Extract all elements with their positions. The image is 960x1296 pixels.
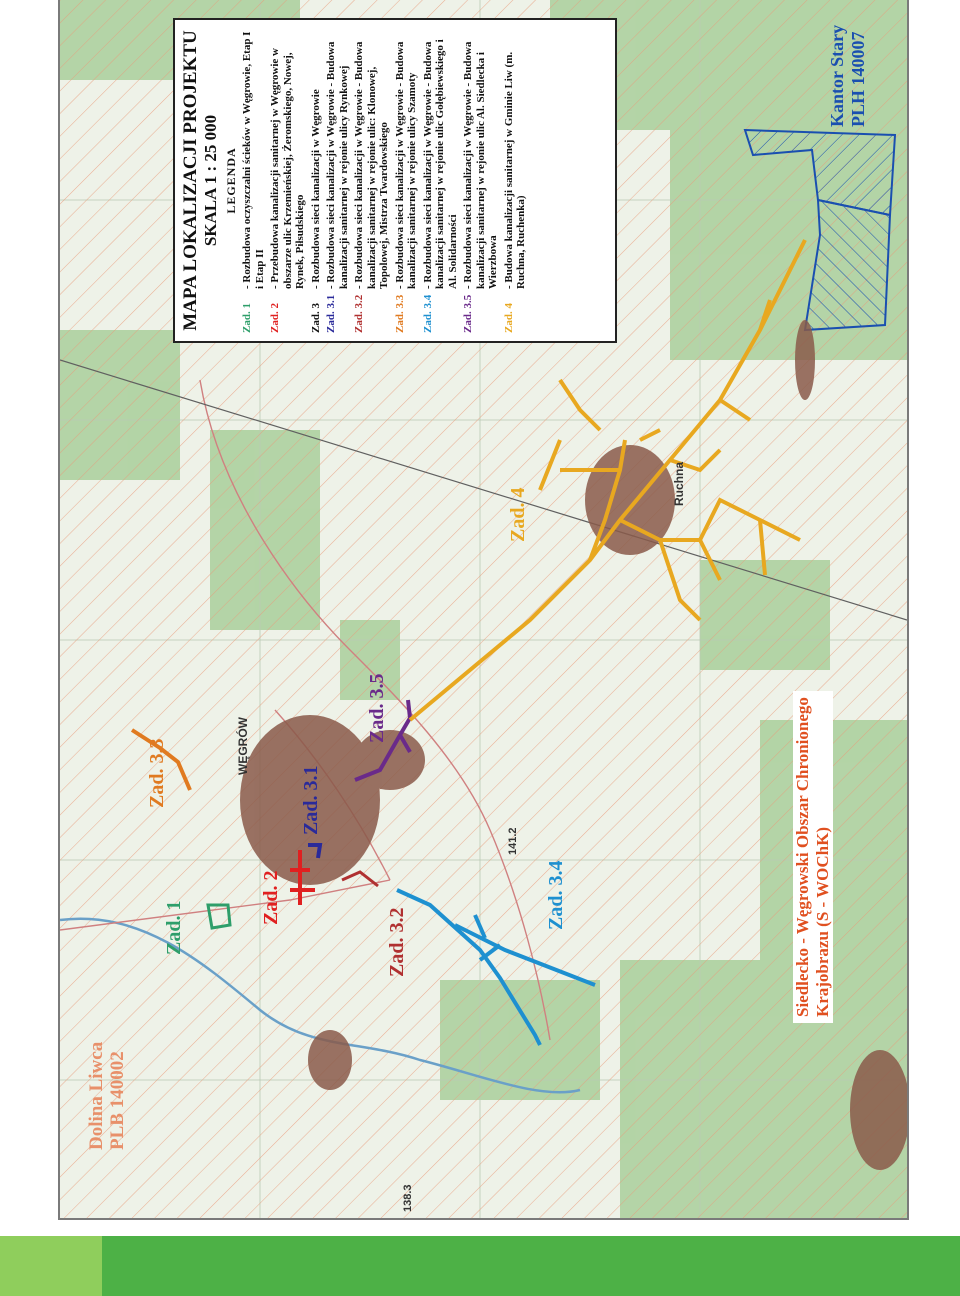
label-siedlecko: Siedlecko - Węgrowski Obszar Chronionego Krajobrazu (S - WOChK) <box>793 691 833 1023</box>
legend-item: Zad. 4 - Budowa kanalizacji sanitarnej w Gminie Liw (m. Ruchna, Ruchenka) <box>502 51 527 333</box>
label-dolina-liwca: Dolina Liwca PLB 140002 <box>86 1041 128 1150</box>
legend-panel <box>173 18 617 343</box>
label-zad31: Zad. 3.1 <box>300 765 322 835</box>
label-zad4: Zad. 4 <box>507 487 529 542</box>
label-town-wegrow: WĘGRÓW <box>236 717 250 775</box>
footer-accent <box>0 1236 102 1296</box>
legend-item: Zad. 3.3 - Rozbudowa sieci kanalizacji w Węgrowie - Budowa kanalizacji sanitarnej w rejonie ulicy Szamoty <box>393 41 418 333</box>
label-zad35: Zad. 3.5 <box>366 673 388 743</box>
label-town-ruchna: Ruchna <box>672 461 686 506</box>
label-zad1: Zad. 1 <box>163 900 185 955</box>
legend-heading: LEGENDA <box>224 147 238 214</box>
label-zad34: Zad. 3.4 <box>545 860 567 930</box>
legend-item: Zad. 3.5 - Rozbudowa sieci kanalizacji w Węgrowie - Budowa kanalizacji sanitarnej w rejonie ulic Al. Siedlecka i Wierzbowa <box>462 41 499 333</box>
legend-items <box>241 28 528 333</box>
label-elev-138: 138.3 <box>402 1184 414 1212</box>
legend-item: Zad. 1 - Rozbudowa oczyszczalni ścieków w Węgrowie, Etap I i Etap II <box>241 31 266 333</box>
legend-item: Zad. 2 - Przebudowa kanalizacji sanitarnej w Węgrowie w obszarze ulic Krzemieńskiej, Żeromskiego, Nowej, Rynek, Piłsudskiego <box>269 48 306 333</box>
map-frame <box>58 0 909 1220</box>
legend-item: Zad. 3.1 - Rozbudowa sieci kanalizacji w Węgrowie - Budowa kanalizacji sanitarnej w rejonie ulicy Rynkowej <box>325 41 350 333</box>
label-zad2: Zad. 2 <box>260 870 282 925</box>
label-zad33: Zad. 3.3 <box>146 738 168 808</box>
label-elev-141: 141.2 <box>507 827 519 855</box>
label-zad32: Zad. 3.2 <box>386 907 408 977</box>
legend-item: Zad. 3.2 - Rozbudowa sieci kanalizacji w Węgrowie - Budowa kanalizacji sanitarnej w rejonie ulic: Klonowej, Topolowej, Mistrza Twardowskiego <box>353 41 390 333</box>
legend-scale: SKALA 1 : 25 000 <box>201 114 220 247</box>
footer-bar <box>0 1236 960 1296</box>
legend-item: Zad. 3 - Rozbudowa sieci kanalizacji w Węgrowie <box>309 89 322 333</box>
legend-title: MAPA LOKALIZACJI PROJEKTU <box>180 30 201 331</box>
legend-item: Zad. 3.4 - Rozbudowa sieci kanalizacji w Węgrowie - Budowa kanalizacji sanitarnej w rejonie ulic Gołębiewskiego i Al. Solidarności <box>421 39 459 333</box>
label-kantor-stary: Kantor Stary PLH 140007 <box>827 24 868 127</box>
